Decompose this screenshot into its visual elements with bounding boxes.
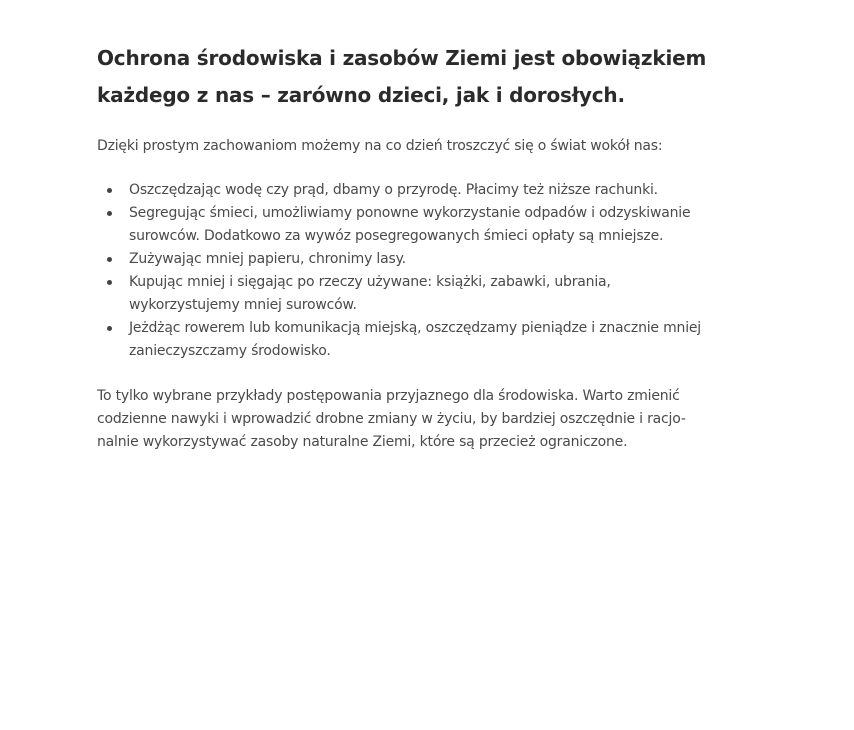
list-item-line: Jeżdżąc rowerem lub komunikacją miejską, oszczędzamy pieniądze i znacznie mniej [129,320,701,336]
heading-line: Ochrona środowiska i zasobów Ziemi jest obowiązkiem [97,46,707,70]
bullet-icon [107,211,112,216]
bullet-list [97,179,717,363]
bullet-icon [107,257,112,262]
heading-line: każdego z nas – zarówno dzieci, jak i dorosłych. [97,83,625,107]
list-item-line: Oszczędzając wodę czy prąd, dbamy o przyrodę. Płacimy też niższe rachunki. [129,182,658,198]
closing-line: To tylko wybrane przykłady postępowania przyjaznego dla środowiska. Warto zmienić [97,388,680,404]
bullet-icon [107,326,112,331]
closing-line: nalnie wykorzystywać zasoby naturalne Ziemi, które są przecież ograniczone. [97,434,628,450]
intro-paragraph: Dzięki prostym zachowaniom możemy na co dzień troszczyć się o świat wokół nas: [97,138,663,154]
list-item-line: wykorzystujemy mniej surowców. [129,297,357,313]
list-item [97,271,717,317]
list-item [97,248,717,271]
list-item [97,202,717,248]
bullet-icon [107,280,112,285]
list-item-line: Zużywając mniej papieru, chronimy lasy. [129,251,406,267]
list-item-line: Kupując mniej i sięgając po rzeczy używane: książki, zabawki, ubrania, [129,274,611,290]
document-heading [97,40,717,114]
list-item-line: zanieczyszczamy środowisko. [129,343,331,359]
list-item [97,179,717,202]
list-item-line: surowców. Dodatkowo za wywóz posegregowanych śmieci opłaty są mniejsze. [129,228,664,244]
document-page [97,40,717,454]
closing-line: codzienne nawyki i wprowadzić drobne zmiany w życiu, by bardziej oszczędnie i racjo- [97,411,686,427]
list-item [97,317,717,363]
list-item-line: Segregując śmieci, umożliwiamy ponowne wykorzystanie odpadów i odzyskiwanie [129,205,691,221]
bullet-icon [107,188,112,193]
closing-paragraph [97,385,717,454]
